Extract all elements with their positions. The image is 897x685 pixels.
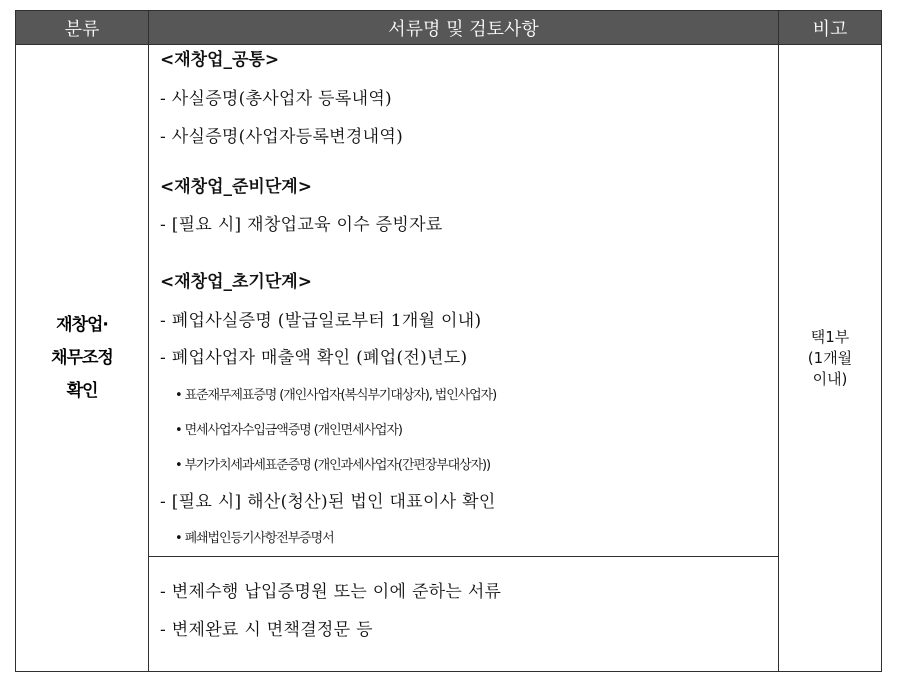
documents-cell-repayment [149, 557, 779, 672]
list-item: - [필요 시] 해산(청산)된 법인 대표이사 확인 [160, 492, 496, 512]
sub-list-item: • 폐쇄법인등기사항전부증명서 [175, 531, 334, 546]
sub-list-item: • 부가가치세과세표준증명 (개인과세사업자(간편장부대상자)) [175, 458, 490, 473]
list-item: - 변제수행 납입증명원 또는 이에 준하는 서류 [160, 582, 502, 602]
list-item: - [필요 시] 재창업교육 이수 증빙자료 [160, 215, 443, 235]
sub-list-item: • 표준재무제표증명 (개인사업자(복식부기대상자), 법인사업자) [175, 388, 497, 403]
documents-section-repayment [149, 557, 778, 671]
table-row [16, 45, 882, 557]
documents-section-main [149, 45, 778, 556]
header-note: 비고 [779, 11, 882, 45]
section-title-prep: <재창업_준비단계> [160, 177, 312, 197]
list-item: - 변제완료 시 면책결정문 등 [160, 620, 373, 640]
header-category: 분류 [16, 11, 149, 45]
header-documents: 서류명 및 검토사항 [149, 11, 779, 45]
category-line: 확인 [66, 380, 98, 401]
list-item: - 사실증명(사업자등록변경내역) [160, 127, 403, 147]
section-title-common: <재창업_공통> [160, 50, 280, 70]
list-item: - 폐업사실증명 (발급일로부터 1개월 이내) [160, 311, 482, 331]
note-cell [779, 45, 882, 672]
sub-list-item: • 면세사업자수입금액증명 (개인면세사업자) [175, 423, 402, 438]
note-line: (1개월 [807, 348, 853, 367]
list-item: - 사실증명(총사업자 등록내역) [160, 89, 392, 109]
category-cell [16, 45, 149, 672]
note-line: 택1부 [810, 327, 850, 346]
documents-cell-main [149, 45, 779, 557]
section-title-early: <재창업_초기단계> [160, 272, 312, 292]
category-line: 채무조정 [51, 347, 113, 368]
list-item: - 폐업사업자 매출액 확인 (폐업(전)년도) [160, 348, 468, 368]
document-table [15, 10, 882, 672]
table-header-row [16, 11, 882, 45]
note-line: 이내) [812, 369, 848, 388]
category-line: 재창업· [56, 314, 108, 335]
